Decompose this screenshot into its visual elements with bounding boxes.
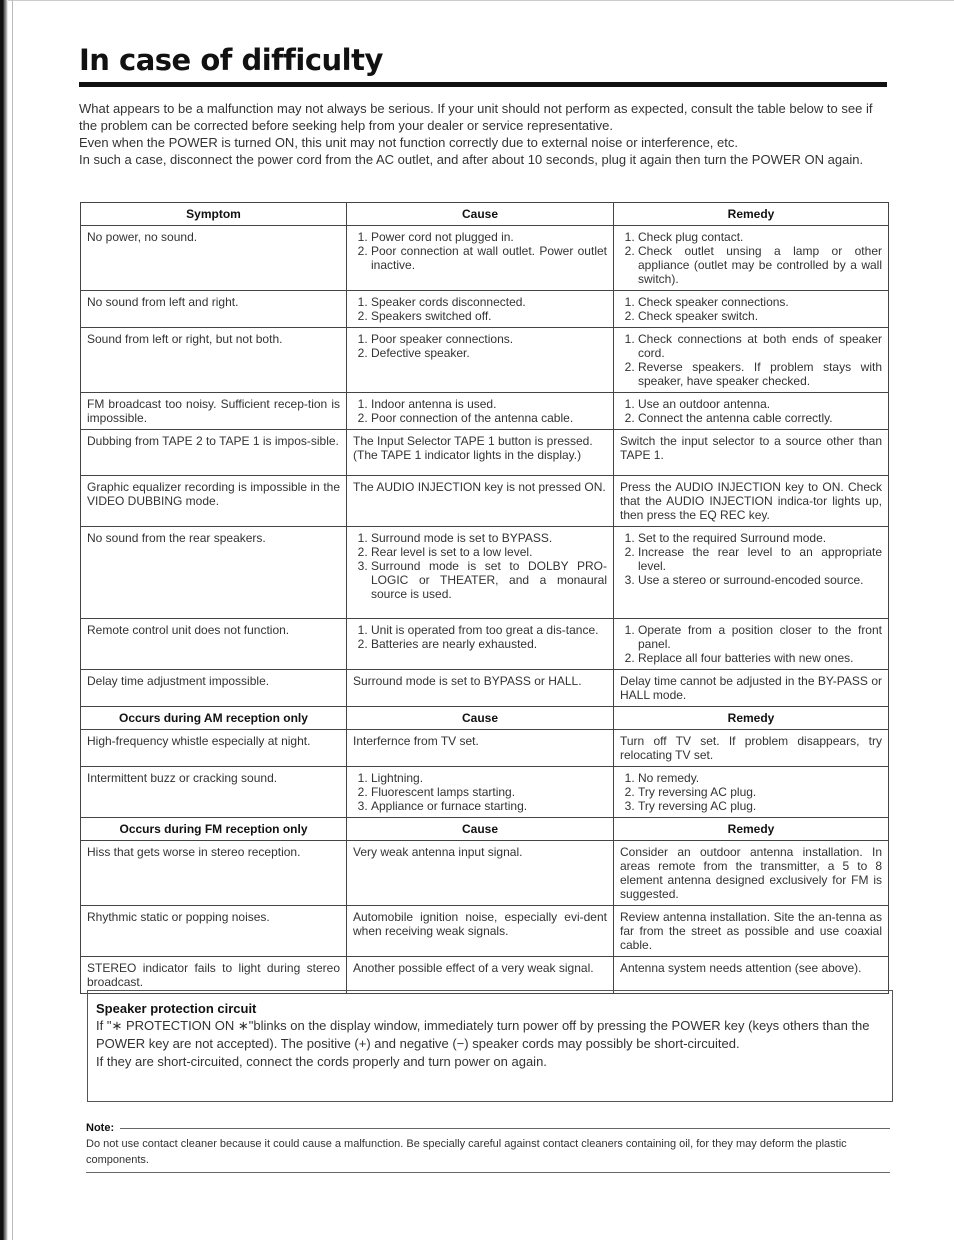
cause-text: Surround mode is set to BYPASS or HALL.	[353, 674, 582, 688]
symptom-cell	[81, 430, 347, 476]
symptom-cell	[81, 670, 347, 707]
remedy-cell	[614, 527, 889, 619]
remedy-item: 1. Operate from a position closer to the front panel.	[638, 623, 882, 651]
remedy-list	[620, 531, 882, 587]
table-row	[81, 393, 889, 430]
remedy-list	[620, 295, 882, 323]
symptom-cell	[81, 291, 347, 328]
intro-text	[79, 100, 889, 168]
remedy-text: Delay time cannot be adjusted in the BY-PASS or HALL mode.	[620, 674, 882, 702]
cause-cell	[347, 226, 614, 291]
cause-item: 1. Indoor antenna is used.	[371, 397, 607, 411]
cause-header: Cause	[347, 818, 614, 841]
remedy-cell	[614, 619, 889, 670]
cause-list	[353, 230, 607, 272]
note-bottom-rule	[86, 1172, 890, 1173]
remedy-item: 1. Use an outdoor antenna.	[638, 397, 882, 411]
remedy-cell	[614, 957, 889, 994]
remedy-item: 1. Set to the required Surround mode.	[638, 531, 882, 545]
remedy-text: Review antenna installation. Site the an-tenna as far from the street as possible and use coaxial cable.	[620, 910, 882, 952]
cause-text: Automobile ignition noise, especially evi-dent when receiving weak signals.	[353, 910, 607, 938]
remedy-item: 2. Check speaker switch.	[638, 309, 882, 323]
remedy-item: 1. Check connections at both ends of speaker cord.	[638, 332, 882, 360]
remedy-text: Press the AUDIO INJECTION key to ON. Check that the AUDIO INJECTION indica-tor lights up, then press the EQ REC key.	[620, 480, 882, 522]
remedy-item: 2. Reverse speakers. If problem stays with speaker, have speaker checked.	[638, 360, 882, 388]
cause-text: The AUDIO INJECTION key is not pressed ON.	[353, 480, 606, 494]
cause-cell	[347, 476, 614, 527]
fm-section-header-row	[81, 818, 889, 841]
cause-item: 2. Fluorescent lamps starting.	[371, 785, 607, 799]
table-row	[81, 957, 889, 994]
remedy-cell	[614, 393, 889, 430]
remedy-text: Switch the input selector to a source other than TAPE 1.	[620, 434, 882, 462]
cause-cell	[347, 291, 614, 328]
cause-list	[353, 623, 607, 651]
symptom-text: No sound from left and right.	[87, 295, 239, 309]
remedy-cell	[614, 226, 889, 291]
symptom-text: High-frequency whistle especially at night.	[87, 734, 311, 748]
symptom-text: Sound from left or right, but not both.	[87, 332, 283, 346]
remedy-item: 2. Replace all four batteries with new ones.	[638, 651, 882, 665]
table-row	[81, 476, 889, 527]
symptom-cell	[81, 476, 347, 527]
cause-item: 2. Speakers switched off.	[371, 309, 607, 323]
intro-paragraph: In such a case, disconnect the power cord from the AC outlet, and after about 10 seconds, plug it again then turn the POWER ON again.	[79, 152, 864, 167]
cause-cell	[347, 906, 614, 957]
speaker-protection-box	[87, 990, 893, 1102]
remedy-cell	[614, 476, 889, 527]
remedy-header: Remedy	[614, 203, 889, 226]
table-row	[81, 527, 889, 619]
remedy-item: 1. Check plug contact.	[638, 230, 882, 244]
cause-cell	[347, 619, 614, 670]
cause-item: 2. Poor connection of the antenna cable.	[371, 411, 607, 425]
cause-list	[353, 397, 607, 425]
cause-item: 1. Surround mode is set to BYPASS.	[371, 531, 607, 545]
cause-text: Interfernce from TV set.	[353, 734, 479, 748]
remedy-text: Antenna system needs attention (see above).	[620, 961, 862, 975]
table-row	[81, 328, 889, 393]
symptom-text: FM broadcast too noisy. Sufficient recep-tion is impossible.	[87, 397, 340, 425]
symptom-text: Intermittent buzz or cracking sound.	[87, 771, 278, 785]
remedy-item: 2. Connect the antenna cable correctly.	[638, 411, 882, 425]
symptom-text: Hiss that gets worse in stereo reception.	[87, 845, 301, 859]
remedy-cell	[614, 767, 889, 818]
cause-list	[353, 295, 607, 323]
remedy-list	[620, 332, 882, 388]
table-row	[81, 841, 889, 906]
remedy-item: 2. Increase the rear level to an appropriate level.	[638, 545, 882, 573]
remedy-item: 2. Try reversing AC plug.	[638, 785, 882, 799]
cause-cell	[347, 393, 614, 430]
remedy-header: Remedy	[614, 707, 889, 730]
symptom-text: STEREO indicator fails to light during stereo broadcast.	[87, 961, 340, 989]
cause-header: Cause	[347, 707, 614, 730]
intro-paragraph: Even when the POWER is turned ON, this unit may not function correctly due to external noise or interference, etc.	[79, 135, 738, 150]
symptom-cell	[81, 619, 347, 670]
remedy-cell	[614, 906, 889, 957]
remedy-list	[620, 230, 882, 286]
title-rule	[79, 82, 887, 87]
cause-list	[353, 771, 607, 813]
cause-cell	[347, 767, 614, 818]
remedy-list	[620, 397, 882, 425]
protection-text: If "∗ PROTECTION ON ∗"blinks on the display window, immediately turn power off by pressing the POWER key (keys others than the POWER key are not accepted). The positive (+) and negative (−) speaker cords may possibly be short-circuited.	[96, 1018, 870, 1051]
remedy-cell	[614, 328, 889, 393]
symptom-cell	[81, 328, 347, 393]
table-row	[81, 906, 889, 957]
scan-binding-line	[12, 0, 13, 1240]
table-row	[81, 670, 889, 707]
symptom-text: No sound from the rear speakers.	[87, 531, 266, 545]
symptom-cell	[81, 841, 347, 906]
troubleshooting-table	[80, 202, 889, 994]
symptom-text: Rhythmic static or popping noises.	[87, 910, 270, 924]
table-header-row	[81, 203, 889, 226]
table-row	[81, 291, 889, 328]
scan-top-edge	[0, 0, 954, 1]
cause-list	[353, 531, 607, 601]
cause-list	[353, 332, 607, 360]
cause-cell	[347, 328, 614, 393]
cause-text: Very weak antenna input signal.	[353, 845, 523, 859]
cause-item: 2. Defective speaker.	[371, 346, 607, 360]
cause-item: 3. Surround mode is set to DOLBY PRO-LOGIC or THEATER, and a monaural source is used.	[371, 559, 607, 601]
table-row	[81, 619, 889, 670]
cause-item: 2. Rear level is set to a low level.	[371, 545, 607, 559]
note-label: Note:	[86, 1122, 115, 1134]
remedy-list	[620, 623, 882, 665]
note-section	[86, 1120, 890, 1173]
cause-text: The Input Selector TAPE 1 button is pressed.	[353, 434, 593, 448]
cause-item: 2. Poor connection at wall outlet. Power outlet inactive.	[371, 244, 607, 272]
am-section-header-row	[81, 707, 889, 730]
remedy-cell	[614, 670, 889, 707]
protection-text: If they are short-circuited, connect the cords properly and turn power on again.	[96, 1054, 547, 1069]
remedy-cell	[614, 730, 889, 767]
symptom-cell	[81, 226, 347, 291]
cause-header: Cause	[347, 203, 614, 226]
cause-cell	[347, 670, 614, 707]
symptom-cell	[81, 730, 347, 767]
table-row	[81, 730, 889, 767]
remedy-list	[620, 771, 882, 813]
remedy-header: Remedy	[614, 818, 889, 841]
am-section-heading: Occurs during AM reception only	[81, 707, 347, 730]
symptom-text: No power, no sound.	[87, 230, 198, 244]
cause-item: 1. Unit is operated from too great a dis-tance.	[371, 623, 607, 637]
cause-item: 1. Poor speaker connections.	[371, 332, 607, 346]
symptom-cell	[81, 527, 347, 619]
cause-cell	[347, 430, 614, 476]
symptom-cell	[81, 957, 347, 994]
cause-cell	[347, 730, 614, 767]
remedy-item: 1. Check speaker connections.	[638, 295, 882, 309]
note-rule	[120, 1128, 890, 1129]
intro-paragraph: What appears to be a malfunction may not always be serious. If your unit should not perform as expected, consult the table below to see if the problem can be corrected before seeking help from your dealer or service representative.	[79, 101, 873, 133]
scan-binding-edge	[0, 0, 8, 1240]
cause-cell	[347, 841, 614, 906]
remedy-item: 3. Use a stereo or surround-encoded source.	[638, 573, 882, 587]
remedy-cell	[614, 841, 889, 906]
cause-item: 1. Lightning.	[371, 771, 607, 785]
symptom-text: Graphic equalizer recording is impossible in the VIDEO DUBBING mode.	[87, 480, 340, 508]
note-text: Do not use contact cleaner because it could cause a malfunction. Be specially careful against contact cleaners containing oil, for they may deform the plastic components.	[86, 1138, 847, 1166]
symptom-cell	[81, 767, 347, 818]
table-row	[81, 226, 889, 291]
remedy-item: 2. Check outlet unsing a lamp or other appliance (outlet may be controlled by a wall switch).	[638, 244, 882, 286]
table-row	[81, 767, 889, 818]
cause-note: (The TAPE 1 indicator lights in the display.)	[353, 448, 582, 462]
remedy-cell	[614, 430, 889, 476]
remedy-cell	[614, 291, 889, 328]
cause-item: 1. Speaker cords disconnected.	[371, 295, 607, 309]
cause-cell	[347, 957, 614, 994]
cause-cell	[347, 527, 614, 619]
symptom-text: Dubbing from TAPE 2 to TAPE 1 is impos-sible.	[87, 434, 339, 448]
symptom-cell	[81, 906, 347, 957]
table-row	[81, 430, 889, 476]
remedy-item: 3. Try reversing AC plug.	[638, 799, 882, 813]
fm-section-heading: Occurs during FM reception only	[81, 818, 347, 841]
remedy-text: Consider an outdoor antenna installation. In areas remote from the transmitter, a 5 to 8 element antenna designed exclusively for FM is suggested.	[620, 845, 882, 901]
page-title: In case of difficulty	[79, 43, 383, 77]
symptom-text: Delay time adjustment impossible.	[87, 674, 270, 688]
remedy-text: Turn off TV set. If problem disappears, try relocating TV set.	[620, 734, 882, 762]
note-header	[86, 1120, 890, 1136]
cause-item: 2. Batteries are nearly exhausted.	[371, 637, 607, 651]
protection-title: Speaker protection circuit	[96, 1001, 257, 1016]
remedy-item: 1. No remedy.	[638, 771, 882, 785]
cause-text: Another possible effect of a very weak signal.	[353, 961, 594, 975]
symptom-header: Symptom	[81, 203, 347, 226]
cause-item: 3. Appliance or furnace starting.	[371, 799, 607, 813]
symptom-cell	[81, 393, 347, 430]
symptom-text: Remote control unit does not function.	[87, 623, 290, 637]
cause-item: 1. Power cord not plugged in.	[371, 230, 607, 244]
